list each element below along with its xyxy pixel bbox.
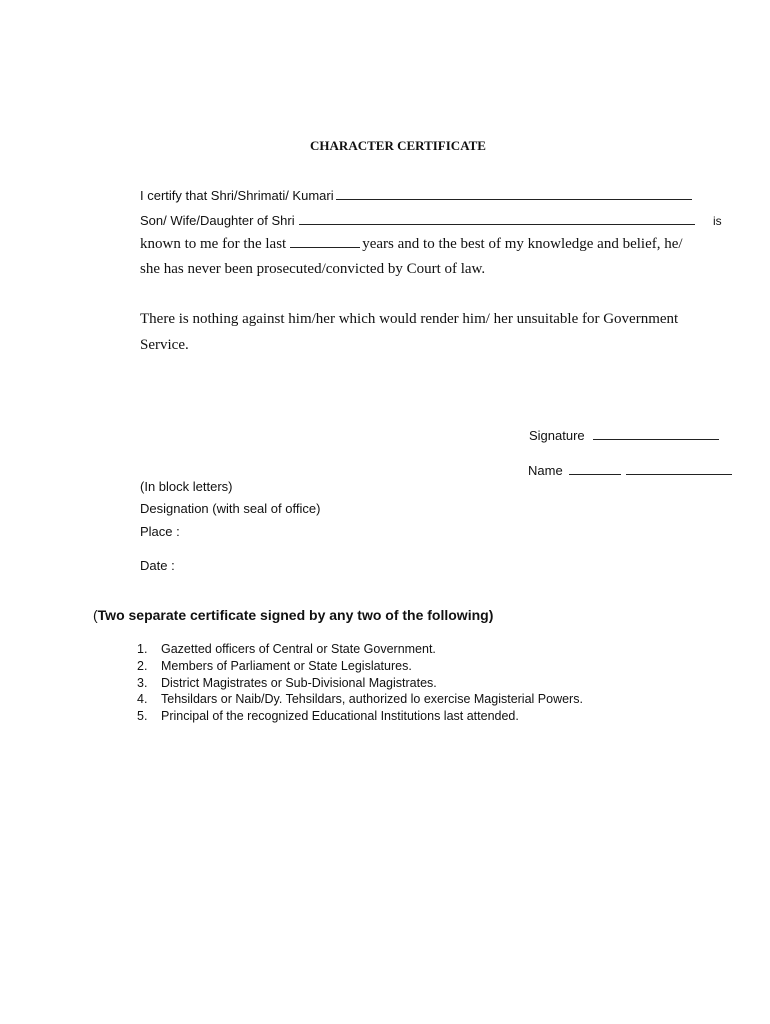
name-field [528,462,732,478]
list-number: 2. [137,658,148,673]
years-blank[interactable] [290,235,360,248]
suitability-line-1: There is nothing against him/her which would render him/ her unsuitable for Government [140,311,679,327]
list-item [137,708,583,725]
signature-blank[interactable] [593,427,719,440]
prosecution-line: she has never been prosecuted/convicted by Court of law. [140,261,486,277]
parent-name-blank[interactable] [299,212,695,225]
list-text: Tehsildars or Naib/Dy. Tehsildars, authorized lo exercise Magisterial Powers. [161,692,583,707]
signature-label: Signature [529,428,585,443]
list-number: 1. [137,642,148,656]
list-number: 4. [137,692,148,707]
relation-line [140,212,695,228]
heading-open-paren: ( [93,607,98,623]
certify-prefix: I certify that Shri/Shrimati/ Kumari [140,188,334,203]
place-label: Place : [140,524,180,539]
signatories-heading [93,607,493,623]
name-blank-1[interactable] [569,462,621,475]
list-item [137,675,583,692]
certify-line [140,187,692,203]
heading-text: Two separate certificate signed by any two of the following) [97,607,494,623]
list-item [137,691,583,708]
years-line [140,235,683,253]
list-item [137,641,583,658]
relation-prefix: Son/ Wife/Daughter of Shri [140,213,295,228]
is-word: is [713,214,722,228]
list-text: Principal of the recognized Educational Institutions last attended. [161,709,519,724]
list-number: 5. [137,709,148,724]
designation-label: Designation (with seal of office) [140,501,321,516]
years-prefix: known to me for the last [140,236,287,252]
list-number: 3. [137,675,148,690]
list-text: Gazetted officers of Central or State Government. [161,642,436,656]
name-blank-2[interactable] [626,462,732,475]
block-letters-label: (In block letters) [140,479,233,494]
signature-field [529,427,719,443]
name-label: Name [528,463,563,478]
date-label: Date : [140,558,175,573]
list-item [137,658,583,675]
list-text: Members of Parliament or State Legislatures. [161,658,412,673]
certificate-title: CHARACTER CERTIFICATE [310,138,486,153]
years-suffix: years and to the best of my knowledge and belief, he/ [362,236,683,252]
list-text: District Magistrates or Sub-Divisional Magistrates. [161,675,437,690]
suitability-line-2: Service. [140,337,189,353]
name-blank[interactable] [336,187,692,200]
signatories-list [137,641,583,725]
